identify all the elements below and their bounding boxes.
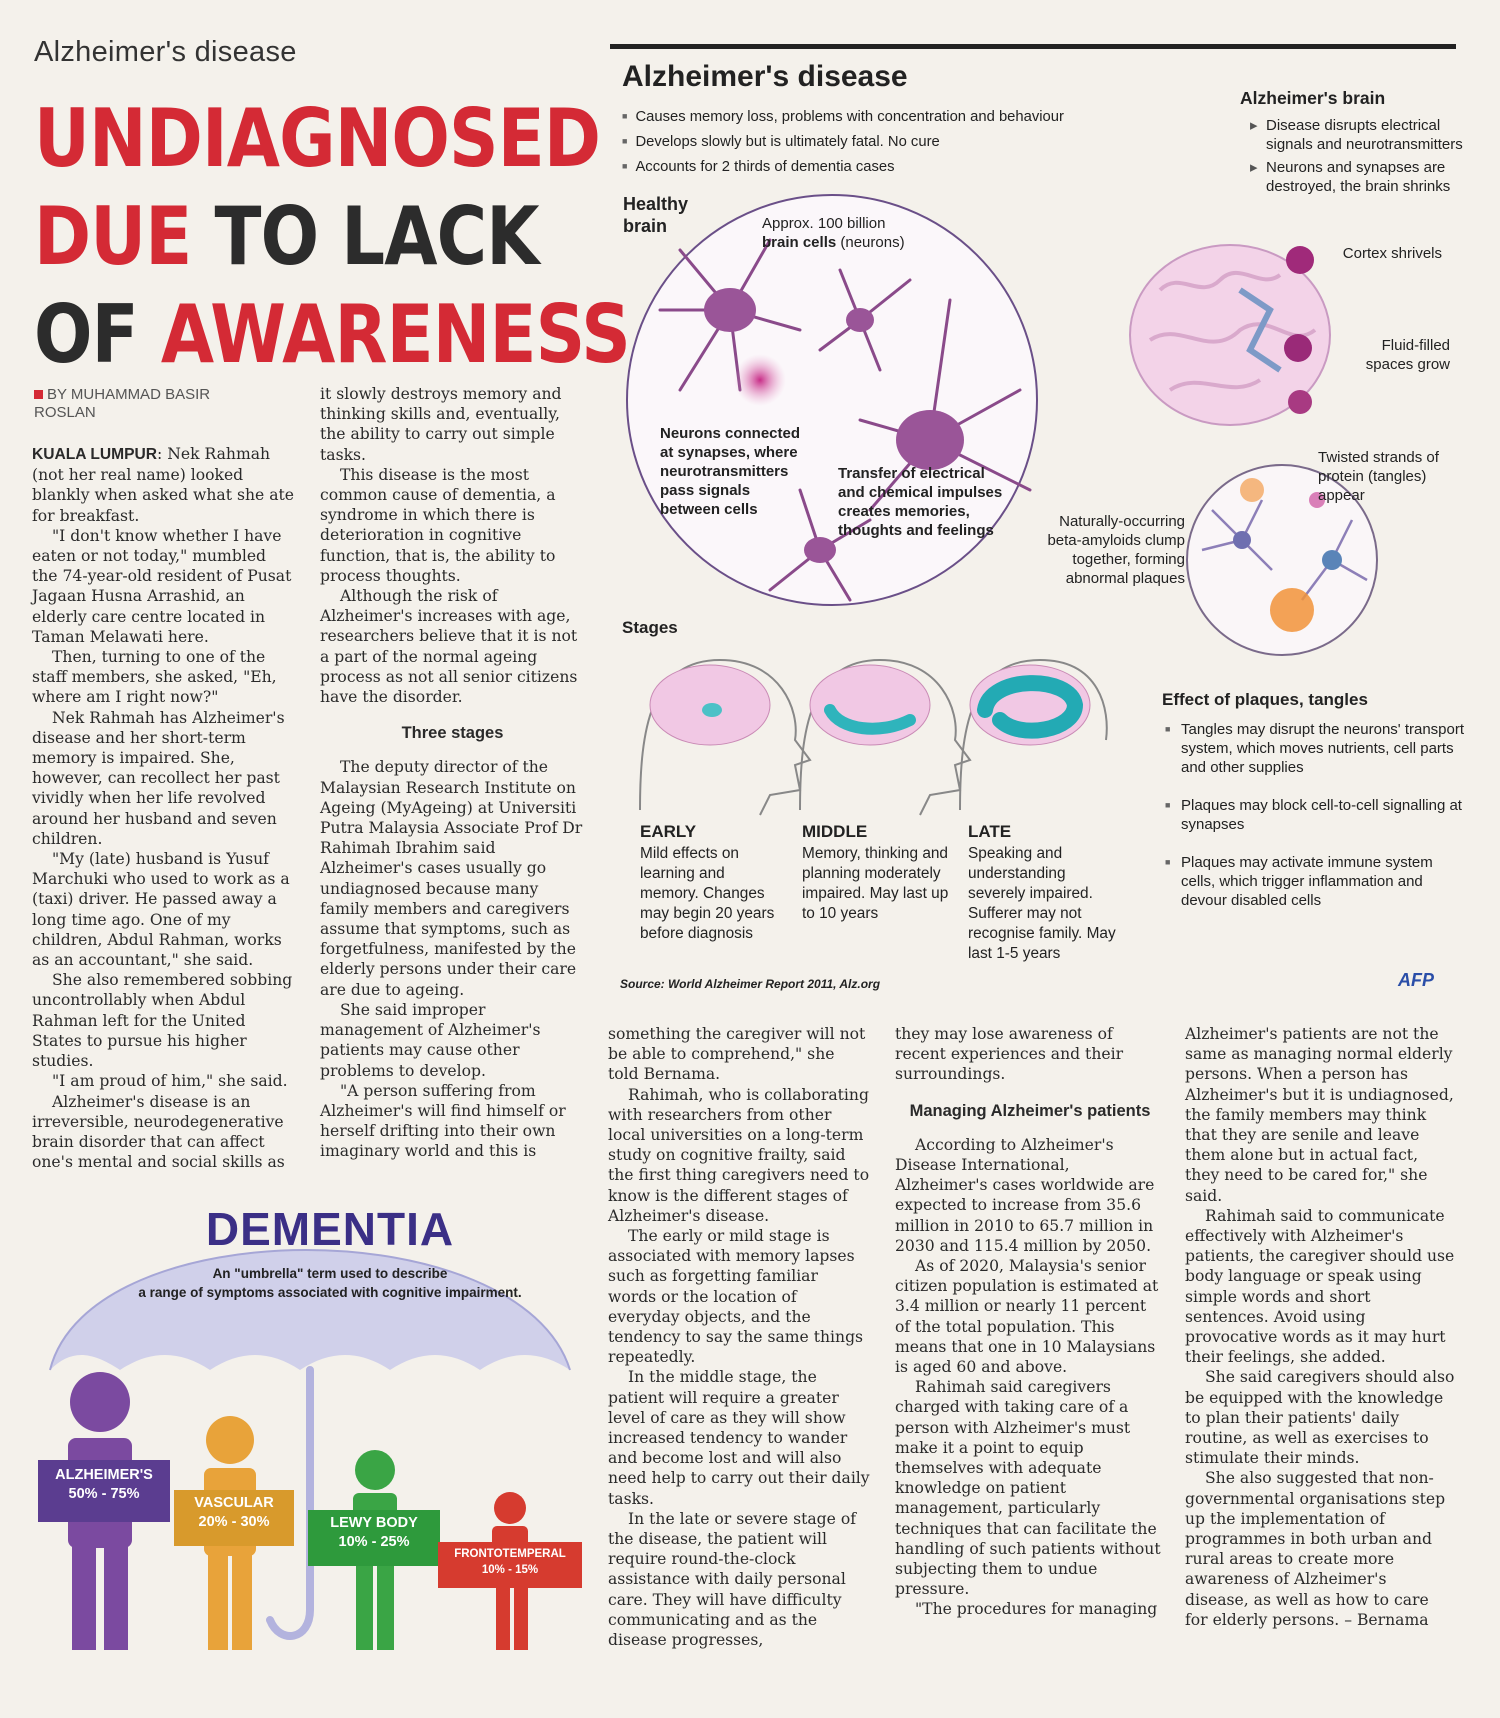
headline-line2-dark: TO LACK bbox=[214, 190, 539, 283]
article-paragraph: "My (late) husband is Yusuf Marchuki who used to work as a (taxi) driver. He passed away a long time ago. One of my children, Abdul Rahman, works as an accountant," she said. bbox=[32, 850, 290, 970]
article-paragraph: Alzheimer's patients are not the same as managing normal elderly persons. When a person has Alzheimer's but it is undiagnosed, the family members may think that they are senile and leave them alone but in actual fact, they need to be cared for," she said. bbox=[1185, 1025, 1454, 1205]
article-paragraph: This disease is the most common cause of dementia, a syndrome in which there is deterioration in cognitive function, that is, the ability to process thoughts. bbox=[320, 465, 556, 585]
article-paragraph: Rahimah, who is collaborating with researchers from other local universities on a long-term study on cognitive frailty, said the first thing caregivers need to know is the different stages of Alzheimer's disease. bbox=[608, 1085, 870, 1225]
article-paragraph: "I am proud of him," she said. bbox=[52, 1072, 288, 1091]
infographic-bullet: ■ Causes memory loss, problems with concentration and behaviour bbox=[622, 104, 1064, 129]
tangles-label: Twisted strands of protein (tangles) appear bbox=[1318, 449, 1439, 504]
article-paragraph: According to Alzheimer's Disease International, Alzheimer's cases worldwide are expected to increase from 35.6 million in 2010 to 65.7 million in 2030 and 115.4 million by 2050. bbox=[895, 1135, 1155, 1255]
article-paragraph: "I don't know whether I have eaten or not today," mumbled the 74-year-old resident of Pusat Jagaan Husna Arrashid, an elderly care centre located in Taman Melawati here. bbox=[32, 526, 292, 646]
dementia-title: DEMENTIA bbox=[205, 1203, 455, 1255]
stages-heading: Stages bbox=[622, 618, 678, 637]
dementia-subtitle: An "umbrella" term used to describe a range of symptoms associated with cognitive impairment. bbox=[138, 1266, 522, 1300]
effect-item: ■ Plaques may activate immune system cells, which trigger inflammation and devour disabled cells bbox=[1165, 853, 1465, 910]
effects-title: Effect of plaques, tangles bbox=[1162, 690, 1368, 709]
infographic-bullets bbox=[622, 104, 1064, 179]
article-paragraph: it slowly destroys memory and thinking skills and, eventually, the ability to carry out simple tasks. bbox=[320, 385, 562, 464]
article-column-1 bbox=[32, 444, 294, 1172]
healthy-neurons-illustration bbox=[620, 190, 1050, 610]
headline-line3-red: AWARENESS bbox=[160, 288, 630, 381]
article-paragraph: Although the risk of Alzheimer's increases with age, researchers believe that it is not a part of the normal ageing process as not all senior citizens have the disorder. bbox=[320, 587, 578, 707]
article-paragraph: The deputy director of the Malaysian Research Institute on Ageing (MyAgeing) at Universiti Putra Malaysia Associate Prof Dr Rahimah Ibrahim said Alzheimer's cases usually go undiagnosed because many family members and caregivers assume that symptoms, such as forgetfulness, manifested by the elderly persons under their care are due to ageing. bbox=[320, 758, 583, 999]
infographic-bullet: ■ Accounts for 2 thirds of dementia cases bbox=[622, 154, 1064, 179]
headline bbox=[34, 90, 630, 384]
article-paragraph: Nek Rahmah has Alzheimer's disease and her short-term memory is impaired. She, however, can recollect her past vividly when her life revolved around her husband and seven children. bbox=[32, 708, 285, 848]
article-column-5 bbox=[1185, 1024, 1455, 1630]
article-paragraph: "A person suffering from Alzheimer's will find himself or herself drifting into their own imaginary world and this is bbox=[320, 1081, 566, 1161]
dateline: KUALA LUMPUR bbox=[32, 446, 158, 463]
article-paragraph: Alzheimer's disease is an irreversible, neurodegenerative brain disorder that can affect one's mental and social skills as bbox=[32, 1092, 285, 1172]
byline-marker-icon bbox=[34, 390, 43, 399]
article-paragraph: She said caregivers should also be equipped with the knowledge to plan their patients' daily routine, as well as exercises to stimulate their minds. bbox=[1185, 1368, 1455, 1468]
sign-frontotemperal: FRONTOTEMPERAL 10% - 15% bbox=[454, 1548, 566, 1576]
brain-cells-label: Approx. 100 billion brain cells (neurons) bbox=[762, 215, 905, 251]
article-paragraph: they may lose awareness of recent experiences and their surroundings. bbox=[895, 1025, 1124, 1084]
article-paragraph: Rahimah said caregivers charged with taking care of a person with Alzheimer's must make it a point to equip themselves with adequate knowledge on patient management, particularly techniques that can facilitate the handling of such patients without subjecting them to undue pressure. bbox=[895, 1378, 1161, 1599]
infographic-bullet: ■ Develops slowly but is ultimately fatal. No cure bbox=[622, 129, 1064, 154]
alz-brain-point: ▸ Neurons and synapses are destroyed, the brain shrinks bbox=[1250, 158, 1490, 196]
subheading-three-stages: Three stages bbox=[401, 724, 504, 743]
alz-brain-title: Alzheimer's brain bbox=[1240, 88, 1386, 108]
sign-vascular: VASCULAR 20% - 30% bbox=[194, 1495, 274, 1530]
transfer-label: Transfer of electrical and chemical impulses creates memories, thoughts and feelings bbox=[838, 465, 1003, 539]
article-column-4 bbox=[895, 1024, 1165, 1620]
sign-alzheimers: ALZHEIMER'S 50% - 75% bbox=[55, 1467, 153, 1502]
article-column-3 bbox=[608, 1024, 870, 1650]
article-paragraph: She also remembered sobbing uncontrollably when Abdul Rahman left for the United States to pursue his higher studies. bbox=[32, 971, 293, 1071]
article-paragraph: She also suggested that non-governmental organisations step up the implementation of programmes in both urban and rural areas to create more awareness of Alzheimer's disease, as well as how to care for elderly persons. – Bernama bbox=[1185, 1469, 1446, 1629]
infographic-title: Alzheimer's disease bbox=[622, 60, 908, 93]
alz-brain-point: ▸ Disease disrupts electrical signals and neurotransmitters bbox=[1250, 116, 1490, 154]
effects-list bbox=[1165, 720, 1465, 929]
stage-late: LATE Speaking and understanding severely impaired. Sufferer may not recognise family. May last 1-5 years bbox=[968, 822, 1116, 962]
headline-line1: UNDIAGNOSED bbox=[34, 92, 601, 185]
article-paragraph: "The procedures for managing bbox=[915, 1600, 1158, 1619]
article-paragraph: Then, turning to one of the staff members, she asked, "Eh, where am I right now?" bbox=[32, 648, 277, 707]
article-paragraph: In the middle stage, the patient will require a greater level of care as they will show increased tendency to wander and become lost and will also need help to carry out their daily tasks. bbox=[608, 1368, 870, 1508]
article-paragraph: In the late or severe stage of the disease, the patient will require round-the-clock assistance with daily personal care. They will have difficulty communicating and as the disease progresses, bbox=[608, 1509, 856, 1650]
alz-brain-points bbox=[1250, 116, 1490, 200]
agency-credit: AFP bbox=[1398, 970, 1434, 990]
headline-line3-dark: OF bbox=[34, 288, 138, 381]
headline-line2-red: DUE bbox=[34, 190, 192, 283]
healthy-brain-label: Healthy brain bbox=[623, 194, 689, 236]
effect-item: ■ Tangles may disrupt the neurons' transport system, which moves nutrients, cell parts and other supplies bbox=[1165, 720, 1465, 777]
alz-brain-illustration bbox=[1120, 230, 1340, 440]
article-paragraph: As of 2020, Malaysia's senior citizen population is estimated at 3.4 million or nearly 11 percent of the total population. This means that one in 10 Malaysians is aged 60 and above. bbox=[895, 1257, 1159, 1377]
fluid-spaces-label: Fluid-filled spaces grow bbox=[1365, 337, 1450, 373]
infographic-top-rule bbox=[610, 44, 1456, 49]
article-paragraph: KUALA LUMPUR: Nek Rahmah (not her real name) looked blankly when asked what she ate for breakfast. bbox=[32, 445, 294, 525]
cortex-label: Cortex shrivels bbox=[1342, 245, 1442, 262]
stage-early: EARLY Mild effects on learning and memory. Changes may begin 20 years before diagnosis bbox=[640, 822, 775, 942]
byline-text: BY MUHAMMAD BASIR ROSLAN bbox=[34, 386, 211, 421]
synapse-label: Neurons connected at synapses, where neurotransmitters pass signals between cells bbox=[660, 425, 801, 518]
section-kicker: Alzheimer's disease bbox=[34, 36, 297, 68]
article-paragraph: She said improper management of Alzheimer's patients may cause other problems to develop. bbox=[320, 1000, 541, 1080]
subheading-managing-patients: Managing Alzheimer's patients bbox=[909, 1101, 1151, 1120]
article-column-2 bbox=[320, 384, 585, 1162]
byline bbox=[34, 386, 264, 422]
source-note: Source: World Alzheimer Report 2011, Alz.org bbox=[620, 977, 881, 991]
stage-middle: MIDDLE Memory, thinking and planning moderately impaired. May last up to 10 years bbox=[802, 822, 949, 922]
effect-item: ■ Plaques may block cell-to-cell signalling at synapses bbox=[1165, 796, 1465, 834]
article-paragraph: The early or mild stage is associated with memory lapses such as forgetting familiar words or the location of everyday objects, and the tendency to say the same things repeatedly. bbox=[608, 1227, 864, 1367]
stages-heads-illustration bbox=[630, 650, 1110, 820]
sign-lewy-body: LEWY BODY 10% - 25% bbox=[330, 1515, 418, 1550]
article-paragraph: Rahimah said to communicate effectively with Alzheimer's patients, the caregiver should use body language or speak using simple words and short sentences. Avoid using provocative words as it may hurt their feelings, she added. bbox=[1185, 1206, 1455, 1367]
article-paragraph: something the caregiver will not be able to comprehend," she told Bernama. bbox=[608, 1025, 866, 1084]
plaques-label: Naturally-occurring beta-amyloids clump together, forming abnormal plaques bbox=[1047, 513, 1185, 587]
